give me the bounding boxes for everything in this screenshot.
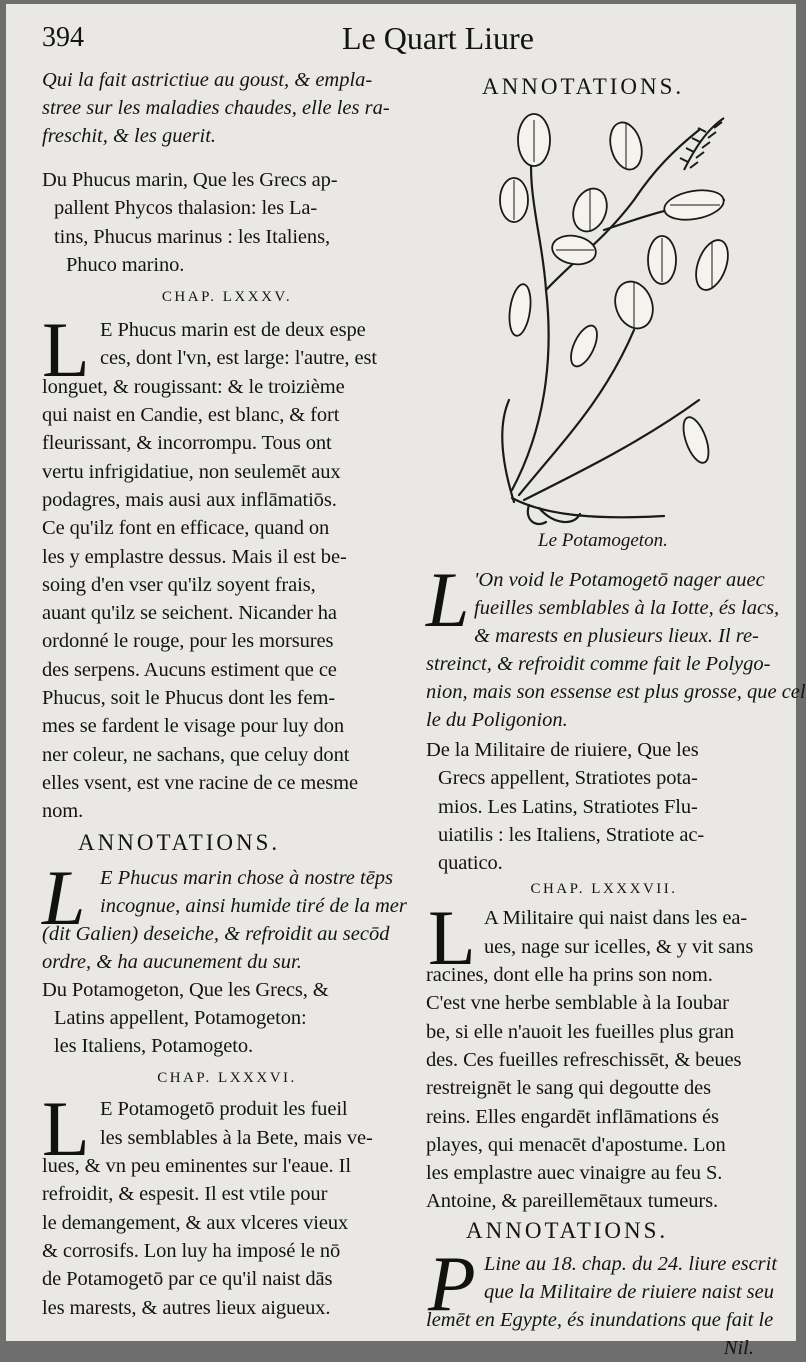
text-line: Antoine, & pareillemētaux tumeurs. — [426, 1190, 719, 1213]
chapter-heading-militaire — [414, 736, 794, 877]
annotation-militaire — [414, 1239, 794, 1362]
text-line: E Phucus marin chose à nostre tēps — [100, 866, 394, 889]
text-line: reins. Elles engardēt inflāmations és — [426, 1105, 719, 1128]
text-line: mes se fardent le visage pour luy don — [42, 715, 345, 738]
drop-cap: L — [42, 853, 86, 941]
paragraph-militaire — [414, 894, 794, 1215]
text-line: quatico. — [438, 852, 503, 875]
text-line: refroidit, & espesit. Il est vtile pour — [42, 1183, 328, 1206]
text-line: le du Poligonion. — [426, 709, 568, 731]
text-line: elles vsent, est vne racine de ce mesme — [42, 771, 358, 794]
text-line: Phuco marino. — [66, 253, 185, 276]
text-line: De la Militaire de riuiere, Que les — [426, 739, 699, 761]
text-line: & marests en plusieurs lieux. Il re- — [474, 625, 759, 647]
drop-cap: L — [42, 306, 90, 394]
text-line: Nil. — [723, 1336, 754, 1359]
text-line: Grecs appellent, Stratiotes pota- — [438, 767, 698, 790]
text-line: les emplastre auec vinaigre au feu S. — [426, 1162, 723, 1185]
chapter-heading-phucus — [42, 166, 412, 279]
paragraph-potamogeton — [42, 1085, 412, 1321]
annotation-phucus — [42, 853, 412, 976]
figure-caption: Le Potamogeton. — [538, 530, 668, 551]
chapter-heading-potamogeton — [42, 976, 412, 1061]
intro-paragraph — [42, 66, 412, 150]
text-line: (dit Galien) deseiche, & refroidit au secōd — [42, 922, 390, 945]
drop-cap: L — [42, 1085, 90, 1173]
annotations-heading: ANNOTATIONS. — [78, 829, 281, 855]
drop-cap: L — [428, 894, 476, 982]
text-line: des. Ces fueilles refreschissēt, & beues — [426, 1048, 742, 1071]
annotations-heading: ANNOTATIONS. — [482, 74, 685, 99]
text-line: ordonné le rouge, pour les morsures — [42, 630, 334, 653]
drop-cap: L — [426, 556, 470, 643]
text-line: nom. — [42, 800, 84, 823]
text-line: & corrosifs. Lon luy ha imposé le nō — [42, 1239, 341, 1262]
text-line: soing d'en vser qu'ilz soyent frais, — [42, 573, 316, 596]
drop-cap: P — [428, 1239, 476, 1327]
text-line: 'On void le Potamogetō nager auec — [474, 569, 765, 591]
text-line: podagres, mais ausi aux inflāmatiōs. — [42, 488, 337, 511]
right-column — [414, 556, 806, 1362]
text-line: C'est vne herbe semblable à la Ioubar — [426, 992, 729, 1015]
text-line: Du Potamogeton, Que les Grecs, & — [42, 978, 329, 1001]
text-line: tins, Phucus marinus : les Italiens, — [54, 225, 330, 248]
text-line: restreignēt le sang qui degoutte des — [426, 1077, 712, 1100]
text-line: qui naist en Candie, est blanc, & fort — [42, 404, 340, 427]
text-line: freschit, & les guerit. — [42, 125, 217, 147]
text-line: pallent Phycos thalasion: les La- — [54, 197, 318, 220]
text-line: lues, & vn peu eminentes sur l'eaue. Il — [42, 1155, 351, 1178]
text-line: auant qu'ilz se seichent. Nicander ha — [42, 602, 337, 625]
text-line: Phucus, soit le Phucus dont les fem- — [42, 687, 336, 710]
chapter-number: CHAP. LXXXV. — [161, 289, 293, 306]
text-line: longuet, & rougissant: & le troizième — [42, 375, 345, 398]
text-line: Qui la fait astrictiue au goust, & empla- — [42, 69, 373, 91]
text-line: racines, dont elle ha prins son nom. — [426, 964, 713, 987]
text-line: vertu infrigidatiue, non seulemēt aux — [42, 460, 341, 483]
text-line: incognue, ainsi humide tiré de la mer — [100, 894, 407, 917]
text-line: Du Phucus marin, Que les Grecs ap- — [42, 169, 338, 191]
text-line: des serpens. Aucuns estiment que ce — [42, 658, 337, 681]
text-line: de Potamogetō par ce qu'il naist dās — [42, 1268, 333, 1291]
text-line: E Potamogetō produit les fueil — [100, 1098, 348, 1121]
chapter-number: CHAP. LXXXVI. — [157, 1070, 297, 1087]
text-line: les y emplastre dessus. Mais il est be- — [42, 545, 347, 568]
running-title: Le Quart Liure — [342, 20, 534, 56]
text-line: stree sur les maladies chaudes, elle les ra- — [42, 97, 390, 119]
book-page — [6, 4, 806, 1359]
text-line: fueilles semblables à la Iotte, és lacs, — [474, 597, 780, 619]
text-line: ues, nage sur icelles, & y vit sans — [484, 935, 754, 958]
text-line: A Militaire qui naist dans les ea- — [484, 907, 748, 930]
text-line: les Italiens, Potamogeto. — [54, 1035, 254, 1058]
text-line: nion, mais son essense est plus grosse, que cel — [426, 681, 806, 703]
text-line: be, si elle n'auoit les fueilles plus gran — [426, 1020, 735, 1043]
text-line: ces, dont l'vn, est large: l'autre, est — [100, 347, 377, 370]
text-line: le demangement, & aux vlceres vieux — [42, 1211, 349, 1234]
text-line: uiatilis : les Italiens, Stratiote ac- — [438, 823, 705, 846]
text-line: que la Militaire de riuiere naist seu — [484, 1280, 774, 1303]
text-line: E Phucus marin est de deux espe — [100, 319, 366, 342]
annotation-potamogeton — [414, 556, 806, 734]
left-column — [42, 66, 412, 1322]
text-line: Ce qu'ilz font en efficace, quand on — [42, 517, 330, 540]
text-line: lemēt en Egypte, és inundations que fait le — [426, 1308, 774, 1331]
text-line: playes, qui menacēt d'apostume. Lon — [426, 1133, 726, 1156]
text-line: Line au 18. chap. du 24. liure escrit — [484, 1252, 778, 1275]
potamogeton-woodcut-illustration — [484, 110, 744, 530]
page-number: 394 — [42, 22, 84, 53]
chapter-number: CHAP. LXXXVII. — [530, 881, 678, 898]
text-line: les semblables à la Bete, mais ve- — [100, 1126, 373, 1149]
text-line: streinct, & refroidit comme fait le Polygo- — [426, 653, 771, 675]
text-line: ordre, & ha aucunement du sur. — [42, 950, 302, 973]
text-line: mios. Les Latins, Stratiotes Flu- — [438, 795, 698, 818]
text-line: Latins appellent, Potamogeton: — [54, 1006, 307, 1029]
paragraph-phucus — [42, 306, 412, 825]
annotations-heading: ANNOTATIONS. — [466, 1217, 669, 1243]
text-line: fleurissant, & incorrompu. Tous ont — [42, 432, 332, 455]
text-line: ner coleur, ne sachans, que celuy dont — [42, 743, 350, 766]
text-line: les marests, & autres lieux aigueux. — [42, 1296, 331, 1319]
